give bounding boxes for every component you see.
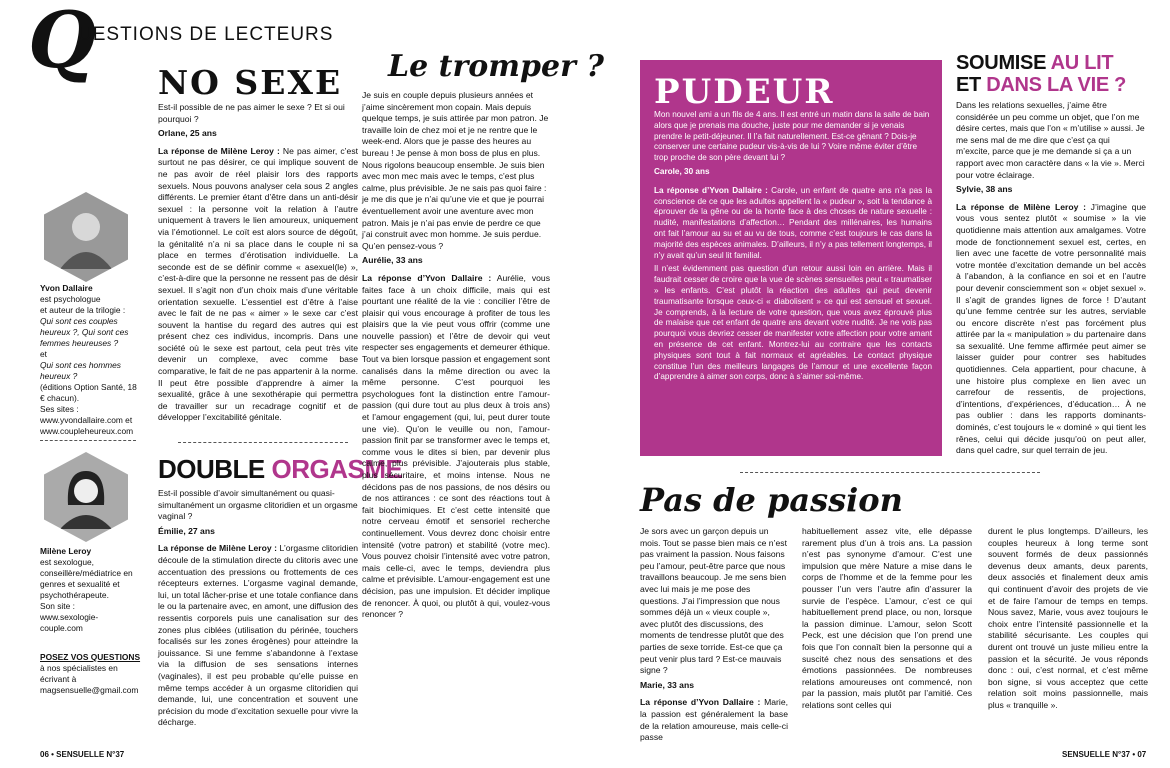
answer-body: L’orgasme clitoridien découle de la stimulation directe du clitoris avec une accentuation des pressions ou frottements de ces récepteurs externes. L’orgasme vaginal demande, lui, un total lâcher-prise et une totale confiance dans le ou la partenaire avec, en amont, une diffusion des ressentis corporels puis une canalisation sur des zones plus ciblées (utilisation du périnée, touchers focalisés sur les zones érogènes) pour atteindre la jouissance. Si une femme s’abandonne à l’extase via la diffusion de ses sensations internes (vaginales), il est peu probable qu’elle puisse en même temps accéder à un orgasme clitoridien qui demande, lui, une concentration et souvent une précision du mode d’excitation sexuelle pour vivre la décharge. bbox=[158, 543, 359, 728]
author: Aurélie, 33 ans bbox=[362, 255, 423, 266]
pudeur-box bbox=[640, 60, 942, 456]
bio-text: Son site : bbox=[40, 601, 75, 611]
post-body: à nos spécialistes en écrivant à bbox=[40, 663, 118, 684]
bio-yvon bbox=[40, 283, 140, 437]
site-link[interactable]: www.coupleheureux.com bbox=[40, 426, 134, 436]
answer-body: Carole, un enfant de quatre ans n’a pas la conscience de ce que les adultes appellent la « pudeur », soit la tendance à éprouver de la gêne ou de la honte face à des choses de nature sexuelle : nudité, manifestations d’affection… Pendant des millénaires, les humains ont fait l’amour au su et au vu de tous, comme c’est toujours le cas dans la majorité des espèces animales. D’ailleurs, il n’y a pas tellement longtemps, il n’y avait qu’un seul lit familial. bbox=[654, 185, 933, 260]
question: Je sors avec un garçon depuis un mois. Tout se passe bien mais ce n’est pas vraiment la passion. Nous faisons peu l’amour, peut-être parce que nous travaillons beaucoup. Je me sens bien avec lui mais je me pose des questions. J’ai l’impression que nous sommes déjà un « vieux couple », avec plutôt des discussions, des moments de tendresse plutôt que des parties de sexe torride. Est-ce que ça peut venir plus tard ? Est-ce mauvais signe ? bbox=[640, 526, 787, 676]
section-initial: Q bbox=[28, 0, 96, 86]
heading-part: ET bbox=[956, 74, 981, 96]
heading-part-accent: AU LIT bbox=[1050, 52, 1114, 74]
avatar-milene bbox=[44, 452, 128, 542]
bio-milene bbox=[40, 546, 140, 634]
heading-soumise bbox=[956, 52, 1126, 96]
author: Orlane, 25 ans bbox=[158, 128, 217, 139]
bio-text: est sexologue, conseillère/médiatrice en genres et sexualité et psychothérapeute. bbox=[40, 557, 133, 600]
bio-text: et auteur de la trilogie : bbox=[40, 305, 126, 315]
answer-body: Il n’est évidemment pas question d’un retour aussi loin en arrière. Mais il faudrait cesser de croire que la vue de scènes sensuelles peut « traumatiser » les enfants. C’est plutôt la réaction des adultes qui peut devenir traumatisante lorsque ceux-ci « diabolisent » ce qui est sensuel et sexuel. Je comprends, à la lecture de votre question, que vous avez éprouvé plus de malaise que cet enfant de quatre ans devant votre nudité. Je ne vois pas pourquoi vous devriez cesser de manifester votre affection pour votre amant en présence de cet enfant. Montrez-lui au contraire que les contacts physiques sont tout à fait normaux et agréables. Le contact physique constitue l’un des meilleurs langages de l’amour et une excellente façon d’apprendre à aimer son corps, donc à s’aimer soi-même. bbox=[654, 264, 932, 382]
answer bbox=[640, 697, 788, 743]
article-double-orgasme bbox=[158, 488, 358, 732]
author: Émilie, 27 ans bbox=[158, 525, 215, 536]
article-no-sexe bbox=[158, 102, 358, 427]
article-tromper bbox=[362, 90, 550, 624]
email-link[interactable]: magsensuelle@gmail.com bbox=[40, 685, 139, 695]
avatar-yvon bbox=[44, 192, 128, 282]
answer bbox=[956, 202, 1146, 457]
article-pudeur bbox=[654, 110, 932, 386]
folio-right: SENSUELLE N°37 • 07 bbox=[1062, 750, 1147, 759]
book-title: Qui sont ces couples heureux ?, Qui sont ces femmes heureuses ? bbox=[40, 316, 129, 348]
article-pas-de-passion-col2 bbox=[802, 526, 972, 715]
question: Je suis en couple depuis plusieurs années et j’aime sincèrement mon copain. Mais depuis quelque temps, je suis attirée par mon patron. Je travaille loin de chez moi et je ne rentre que le week-end. Alors que je passe des heures au bureau ! Je pense à mon boss de plus en plus. Nous rigolons beaucoup ensemble. Je suis bien avec mon mec mais avec le temps, c’est plus calme, plus prévisible. Je ne sais pas quoi faire : je me dis que je n’ai qu’une vie et que je pourrai éventuellement avoir une aventure avec mon patron. Mais je n’ai pas envie de perdre ce que j’ai construit avec mon homme. Je suis perdue. Qu’en pensez-vous ? bbox=[362, 90, 549, 251]
divider bbox=[40, 440, 136, 441]
bio-text: Ses sites : bbox=[40, 404, 79, 414]
bio-text: est psychologue bbox=[40, 294, 101, 304]
question: Mon nouvel ami a un fils de 4 ans. Il est entré un matin dans la salle de bain alors que je prenais ma douche, juste pour me demander si je venais prendre le petit-déjeuner. Il l’a fait naturellement. Est-ce gênant ? Dois-je conserver une certaine pudeur vis-à-vis de lui ? Voire même éviter d’être trop proche de son père devant lui ? bbox=[654, 110, 930, 163]
answer-body: Ne pas aimer, c’est surtout ne pas désirer, ce qui implique souvent de ne pas avoir de réel plaisir lors des rapports sexuels. Nous pouvons analyser cela sous 2 angles différents. Le premier étant d’être dans un anti-désir sexuel : la personne voit la relation à l’autre uniquement à travers le lien amoureux, uniquement via l’émotionnel. Le coït est alors source de dégoût, la génitalité n’a ni sa place dans le couple ni sa place en termes d’érotisation individuelle. La seconde est de se définir comme « asexuel(le) », c’est-à-dire que la personne ne ressent pas de désir sexuel. Il s’agit non d’un choix mais d’une véritable orientation sexuelle. L’essentiel est d’être à l’aise avec le fait de ne pas « aimer » le sexe car c’est souvent la hantise du regard des autres qui est présent chez ces individus, incompris. Dans une société où le sexe est partout, cela peut très vite devenir un complexe, avec comme base comparative, le fait de ne pas appartenir à la norme. Il peut être possible d’apprendre à aimer la sexualité, grâce à une sexothérapie qui permettra de travailler sur un recadrage cognitif et de développer l’excitabilité génitale. bbox=[158, 145, 359, 423]
bio-name: Milène Leroy bbox=[40, 546, 92, 556]
post-title: POSEZ VOS QUESTIONS bbox=[40, 652, 141, 662]
answer bbox=[362, 273, 550, 621]
post-questions bbox=[40, 652, 144, 696]
answer-lead: La réponse d’Yvon Dallaire : bbox=[362, 272, 492, 283]
heading-pudeur: PUDEUR bbox=[654, 72, 835, 112]
answer bbox=[654, 186, 932, 262]
answer-body: habituellement assez vite, elle dépasse rarement plus d’un à trois ans. La passion n’est pas synonyme d’amour. C’est une impulsion que mère Nature a mise dans le corps de l’homme et de la femme pour les pousser l’un vers l’autre afin d’assurer la survie de l’espèce. L’amour, c’est ce qui habituellement prend place, ou non, lorsque la passion diminue. L’amour, selon Scott Peck, est une décision que l’on prend une fois que l’on connaît bien la personne qui a suscité chez nous des sensations et des émotions passionnées. De nombreuses relations amoureuses ont commencé, non par la passion, mais plutôt par l’amitié. Ces relations sont celles qui bbox=[802, 526, 972, 710]
bio-text: et bbox=[40, 349, 47, 359]
divider bbox=[178, 442, 348, 443]
answer-body: durent le plus longtemps. D’ailleurs, les couples heureux à long terme sont souvent formés de deux passionnés devenus deux amants, deux parents, deux associés et finalement deux amis qui continuent d’avoir des projets de vie et de faire l’amour de temps en temps. Nous savez, Marie, vous avez toujours le choix entre l’intensité passionnelle et la stabilité sécurisante. Les couples qui durent ont trouvé un juste milieu entre la passion et la sécurité. Je vous réponds donc : oui, c’est normal, et c’est même bon signe, si vous acceptez que cette relation soit moins passionnelle, mais plus « tranquille ». bbox=[988, 526, 1148, 710]
site-link[interactable]: www.yvondallaire.com et bbox=[40, 415, 133, 425]
article-pas-de-passion-col3 bbox=[988, 526, 1148, 715]
answer-lead: La réponse de Milène Leroy : bbox=[158, 145, 280, 156]
heading-pas-de-passion: Pas de passion bbox=[640, 481, 903, 519]
author: Marie, 33 ans bbox=[640, 679, 694, 690]
answer-body: J’imagine que vous vous sentez plutôt « soumise » la vie quotidienne mais attention aux amalgames. Votre mode de fonctionnement sexuel est, certes, en lien avec une facette de votre personnalité mais votre montée d’excitation demande un bel accès à l’abandon, à la confiance en soi et en l’autre pour devenir consciemment son « objet sexuel ». Il s’agit de grandes lignes de force ! D’autant qu’une femme centrée sur les autres, serviable ou encore discrète n’est pas forcément plus attirée par la « manipulation » du partenaire dans sa sexualité. Une femme affirmée peut aimer se laisser guider pour contrer ses habitudes quotidiennes. Cela appartient, pour chacune, à une histoire plus complexe en lien avec un carrefour de ressentis, de projections, d’intentions, d’expériences, d’éducation… À ne pas oublier : dans les rapports dominants-dominés, c’est toujours le « dominé » qui tient les rênes, celui qui décide jusqu’où on peut aller, dans quel cadre, sur quel terrain de jeu. bbox=[956, 201, 1147, 456]
question: Est-il possible de ne pas aimer le sexe ? Et si oui pourquoi ? bbox=[158, 102, 345, 124]
answer-body: Aurélie, vous faites face à un choix difficile, mais qui est pourtant une réalité de la vie : concilier l’être de plaisir qui vous encourage à profiter de tous les plaisirs que la vie peut vous offrir (comme une nouvelle passion) et l’être de devoir qui veut respecter ses engagements et demeurer éthique. Tout va bien lorsque passion et engagement sont canalisés dans la même direction ou avec la même personne. C’est pourquoi les psychologues font la distinction entre l’amour-passion (qui dure tout au plus deux à trois ans) et l’amour engagement (qui, lui, peut durer toute une vie). Qu’on le veuille ou non, l’amour-passion finit par se transformer avec le temps et, comme vous le dites si bien, par devenir plus calme, plus prévisible. J’ajouterais plus stable, plus sécuritaire, et moins intense. Nous ne décidons pas de nos passions, de nos désirs ou de nos attirances : ce sont des réactions tout à fait biochimiques. Et c’est cette intensité que notre cerveau émotif et sensoriel recherche continuellement. Vous devrez donc choisir entre intensité (votre patron) et stabilité (votre mec). Vous pouvez choisir l’intensité avec votre patron, mais celle-ci, avec le temps, deviendra plus calme et prévisible. L’amour-engagement est une décision, pas une impulsion. Et décider implique de renoncer. À quoi, ou plutôt à qui, voulez-vous renoncer ? bbox=[362, 272, 550, 620]
answer bbox=[158, 146, 358, 424]
person-icon bbox=[56, 465, 116, 529]
answer-lead: La réponse d’Yvon Dallaire : bbox=[654, 185, 768, 195]
heading-part-accent: ORGASME bbox=[271, 454, 403, 484]
author: Carole, 30 ans bbox=[654, 166, 710, 176]
answer-lead: La réponse de Milène Leroy : bbox=[956, 201, 1086, 212]
heading-part-accent: DANS LA VIE ? bbox=[986, 74, 1127, 96]
heading-part: DOUBLE bbox=[158, 454, 265, 484]
answer-body: Marie, la passion est généralement la base de la relation amoureuse, mais celle-ci passe bbox=[640, 697, 788, 743]
article-pas-de-passion-col1 bbox=[640, 526, 788, 747]
divider bbox=[740, 472, 1040, 473]
folio-left: 06 • SENSUELLE N°37 bbox=[40, 750, 125, 759]
answer bbox=[158, 543, 358, 729]
question: Dans les relations sexuelles, j’aime être considérée un peu comme un objet, que l’on me désire certes, mais que l’on « m’utilise » aussi. Je me sens mal de me dire que c’est ça qui m’excite, parce que je me demande si ça a un rapport avec mon caractère dans « la vie ». Merci pour votre éclairage. bbox=[956, 100, 1145, 180]
author: Sylvie, 38 ans bbox=[956, 184, 1013, 195]
bio-text: (éditions Option Santé, 18 € chacun). bbox=[40, 382, 137, 403]
answer-lead: La réponse de Milène Leroy : bbox=[158, 543, 278, 554]
site-link[interactable]: www.sexologie-couple.com bbox=[40, 612, 99, 633]
answer-lead: La réponse d’Yvon Dallaire : bbox=[640, 697, 761, 708]
heading-part: SOUMISE bbox=[956, 52, 1047, 74]
bio-name: Yvon Dallaire bbox=[40, 283, 93, 293]
heading-no-sexe: NO SEXE bbox=[158, 63, 343, 102]
heading-tromper: Le tromper ? bbox=[388, 49, 604, 84]
section-title: UESTIONS DE LECTEURS bbox=[78, 24, 334, 45]
book-title: Qui sont ces hommes heureux ? bbox=[40, 360, 121, 381]
article-soumise bbox=[956, 100, 1146, 460]
person-icon bbox=[56, 205, 116, 269]
question: Est-il possible d’avoir simultanément ou quasi-simultanément un orgasme clitoridien et un orgasme vaginal ? bbox=[158, 488, 358, 522]
